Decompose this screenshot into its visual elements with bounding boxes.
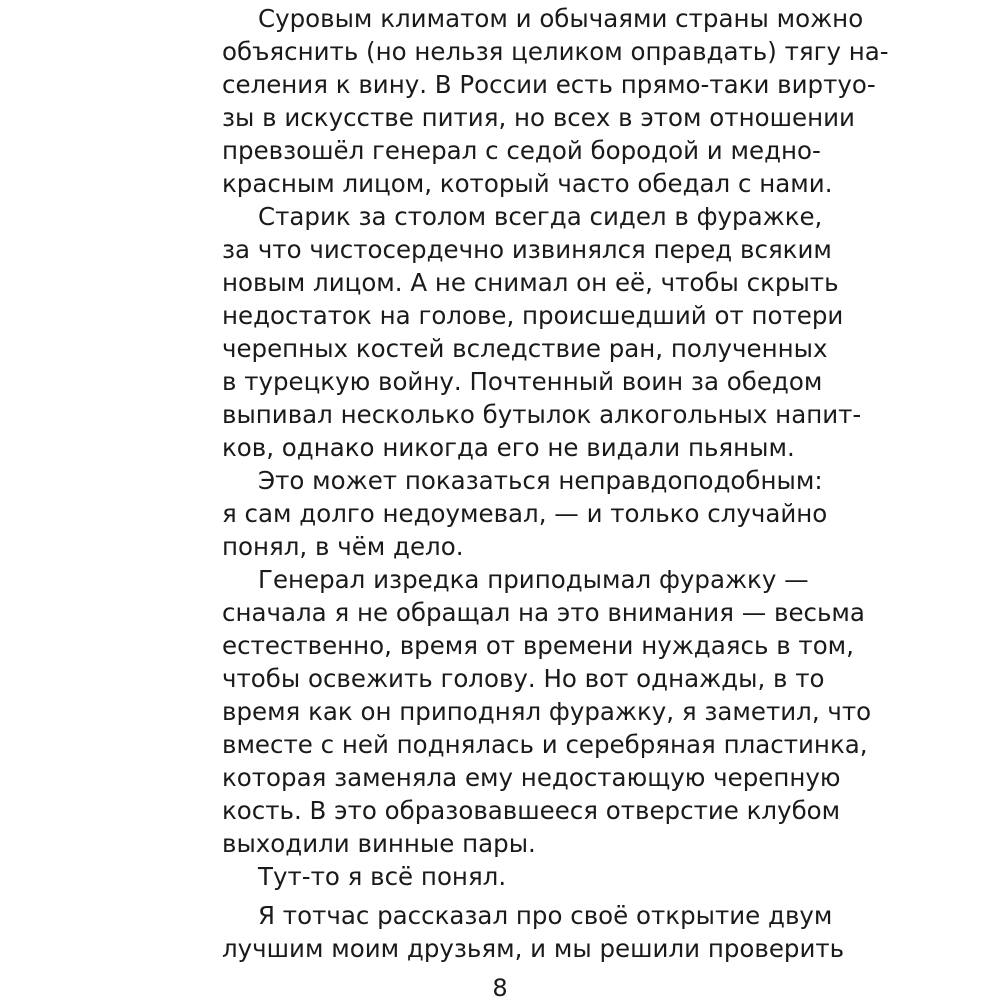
- text-line: лучшим моим друзьям, и мы решили проверить: [222, 934, 845, 963]
- text-line: естественно, время от времени нуждаясь в том,: [222, 631, 854, 660]
- text-line: Тут-то я всё понял.: [258, 862, 507, 891]
- text-line: селения к вину. В России есть прямо-таки виртуо-: [222, 70, 876, 99]
- text-line: выходили винные пары.: [222, 829, 536, 858]
- text-line: недостаток на голове, происшедший от потери: [222, 301, 844, 330]
- text-line: Старик за столом всегда сидел в фуражке,: [258, 202, 823, 231]
- text-line: понял, в чём дело.: [222, 532, 464, 561]
- text-line: в турецкую войну. Почтенный воин за обедом: [222, 367, 823, 396]
- text-line: Суровым климатом и обычаями страны можно: [258, 4, 864, 33]
- text-line: выпивал несколько бутылок алкогольных напит-: [222, 400, 862, 429]
- text-line: я сам долго недоумевал, — и только случайно: [222, 499, 828, 528]
- text-line: красным лицом, который часто обедал с нами.: [222, 169, 833, 198]
- text-line: вместе с ней поднялась и серебряная пластинка,: [222, 730, 868, 759]
- text-line: Это может показаться неправдоподобным:: [258, 466, 823, 495]
- text-line: кость. В это образовавшееся отверстие клубом: [222, 796, 841, 825]
- text-line: зы в искусстве пития, но всех в этом отношении: [222, 103, 855, 132]
- text-line: время как он приподнял фуражку, я заметил, что: [222, 697, 872, 726]
- text-line: ков, однако никогда его не видали пьяным.: [222, 433, 795, 462]
- page-number: 8: [492, 974, 508, 1002]
- text-line: сначала я не обращал на это внимания — весьма: [222, 598, 865, 627]
- text-line: за что чистосердечно извинялся перед всяким: [222, 235, 832, 264]
- text-line: новым лицом. А не снимал он её, чтобы скрыть: [222, 268, 839, 297]
- text-line: чтобы освежить голову. Но вот однажды, в то: [222, 664, 825, 693]
- text-line: объяснить (но нельзя целиком оправдать) тягу на-: [222, 37, 889, 66]
- text-line: Генерал изредка приподымал фуражку —: [258, 565, 809, 594]
- text-line: превзошёл генерал с седой бородой и медно-: [222, 136, 821, 165]
- text-line: которая заменяла ему недостающую черепную: [222, 763, 841, 792]
- text-line: черепных костей вследствие ран, полученных: [222, 334, 828, 363]
- text-line: Я тотчас рассказал про своё открытие двум: [258, 901, 833, 930]
